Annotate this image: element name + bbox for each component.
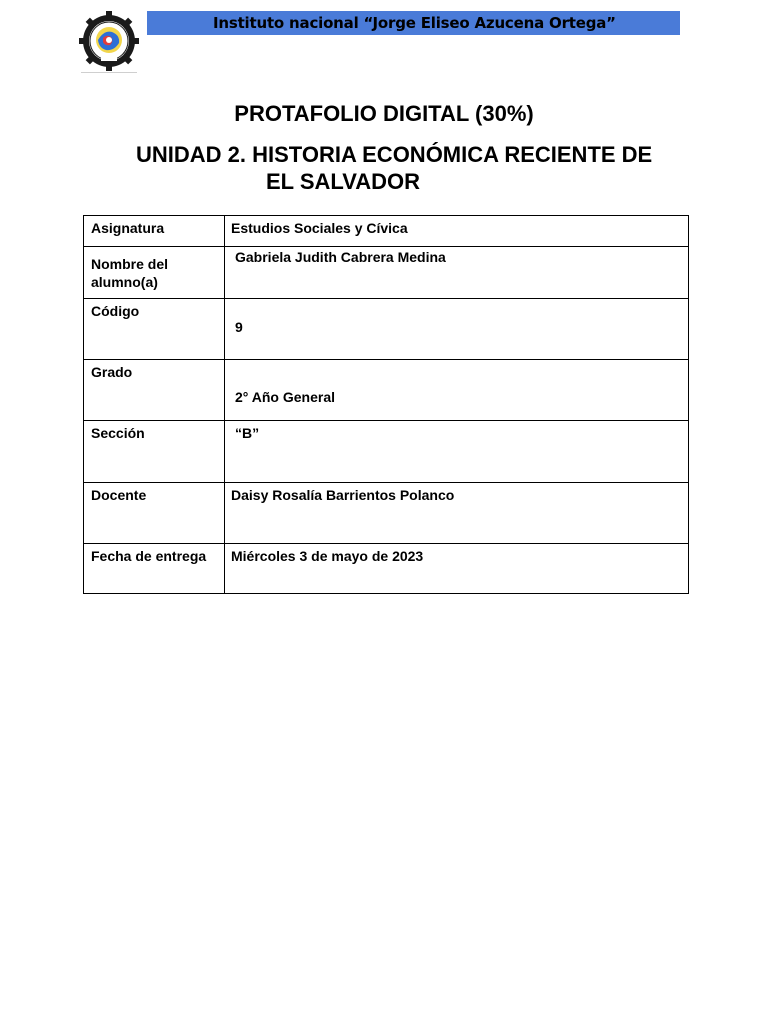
row-value-text: 9 [235,319,243,335]
table-row [84,544,689,594]
row-value [225,247,689,299]
row-value-text: Estudios Sociales y Cívica [231,220,408,236]
row-value-text: Miércoles 3 de mayo de 2023 [231,548,424,564]
row-label: Sección [84,421,225,483]
row-value [225,483,689,544]
row-value [225,360,689,421]
row-label: Código [84,299,225,360]
row-value-text: “B” [235,425,260,441]
row-value-text: Daisy Rosalía Barrientos Polanco [231,487,455,503]
student-info-table [83,215,689,594]
row-value [225,216,689,247]
document-title [0,101,768,127]
row-value-text: 2° Año General [235,389,335,405]
row-label: Asignatura [84,216,225,247]
school-logo-icon [79,10,139,72]
subtitle-line-1: UNIDAD 2. HISTORIA ECONÓMICA RECIENTE DE [136,142,653,167]
logo-underline [81,72,137,73]
document-subtitle [136,141,696,195]
row-value [225,544,689,594]
row-label: Grado [84,360,225,421]
table-row [84,483,689,544]
table-row [84,216,689,247]
row-value [225,421,689,483]
row-value [225,299,689,360]
table-row [84,360,689,421]
institution-banner [147,11,680,35]
row-label: Nombre del alumno(a) [84,247,225,299]
table-row [84,299,689,360]
row-label: Fecha de entrega [84,544,225,594]
document-title-text: PROTAFOLIO DIGITAL (30%) [234,101,534,126]
table-row [84,421,689,483]
row-value-text: Gabriela Judith Cabrera Medina [235,249,446,265]
subtitle-line-2: EL SALVADOR [266,169,421,194]
institution-name: Instituto nacional “Jorge Eliseo Azucena Ortega” [213,14,616,32]
row-label: Docente [84,483,225,544]
table-row [84,247,689,299]
